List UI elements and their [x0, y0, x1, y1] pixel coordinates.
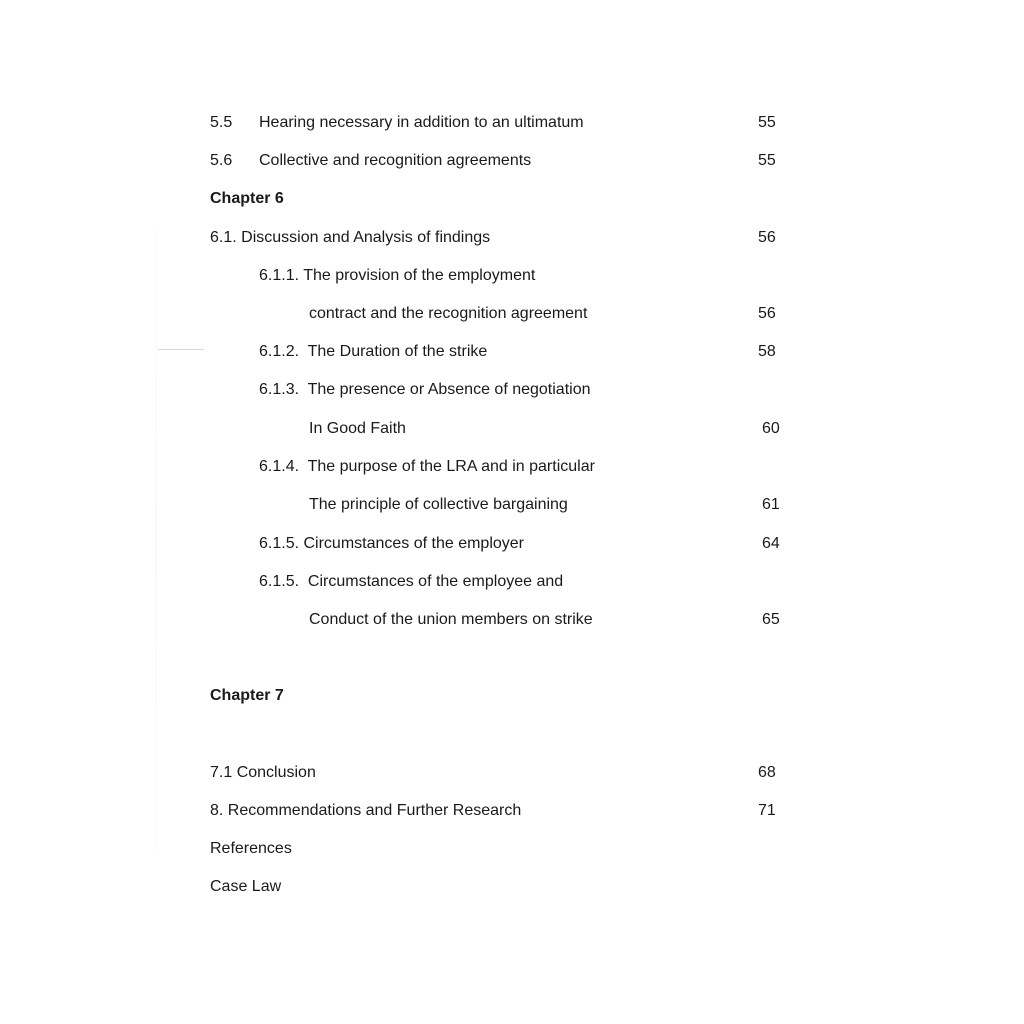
toc-entry-5-6-number: 5.6	[210, 152, 233, 169]
toc-entry-6-1-4-title-line2: The principle of collective bargaining	[309, 496, 568, 513]
chapter-7-heading: Chapter 7	[210, 687, 284, 704]
toc-entry-6-1-3-title-line1: 6.1.3. The presence or Absence of negotiation	[259, 381, 591, 398]
toc-entry-7-1-title: 7.1 Conclusion	[210, 764, 316, 781]
toc-entry-6-1-4-page: 61	[762, 496, 780, 513]
case-law-entry: Case Law	[210, 878, 282, 895]
toc-entry-6-1-2-title: 6.1.2. The Duration of the strike	[259, 343, 488, 360]
toc-entry-6-1-title: 6.1. Discussion and Analysis of findings	[210, 229, 491, 246]
toc-entry-7-1-page: 68	[758, 764, 776, 781]
toc-entry-6-1-1-page: 56	[758, 305, 776, 322]
toc-entry-8-page: 71	[758, 802, 776, 819]
toc-entry-6-1-4-title-line1: 6.1.4. The purpose of the LRA and in particular	[259, 458, 595, 475]
toc-entry-8-title: 8. Recommendations and Further Research	[210, 802, 522, 819]
scan-mark	[158, 349, 204, 350]
toc-entry-6-1-1-title-line1: 6.1.1. The provision of the employment	[259, 267, 536, 284]
toc-entry-6-1-1-title-line2: contract and the recognition agreement	[309, 305, 588, 322]
toc-entry-6-1-page: 56	[758, 229, 776, 246]
toc-entry-6-1-2-page: 58	[758, 343, 776, 360]
chapter-6-heading: Chapter 6	[210, 190, 284, 207]
toc-entry-6-1-5b-title-line2: Conduct of the union members on strike	[309, 611, 593, 628]
toc-entry-6-1-5a-page: 64	[762, 535, 780, 552]
references-entry: References	[210, 840, 292, 857]
toc-entry-6-1-5b-title-line1: 6.1.5. Circumstances of the employee and	[259, 573, 564, 590]
toc-entry-5-5-page: 55	[758, 114, 776, 131]
toc-entry-6-1-5a-title: 6.1.5. Circumstances of the employer	[259, 535, 525, 552]
toc-entry-6-1-3-title-line2: In Good Faith	[309, 420, 406, 437]
scan-shadow	[155, 120, 157, 960]
toc-entry-5-6-title: Collective and recognition agreements	[259, 152, 532, 169]
toc-entry-5-5-title: Hearing necessary in addition to an ultimatum	[259, 114, 584, 131]
toc-entry-5-5-number: 5.5	[210, 114, 233, 131]
toc-entry-6-1-5b-page: 65	[762, 611, 780, 628]
toc-entry-6-1-3-page: 60	[762, 420, 780, 437]
toc-entry-5-6-page: 55	[758, 152, 776, 169]
